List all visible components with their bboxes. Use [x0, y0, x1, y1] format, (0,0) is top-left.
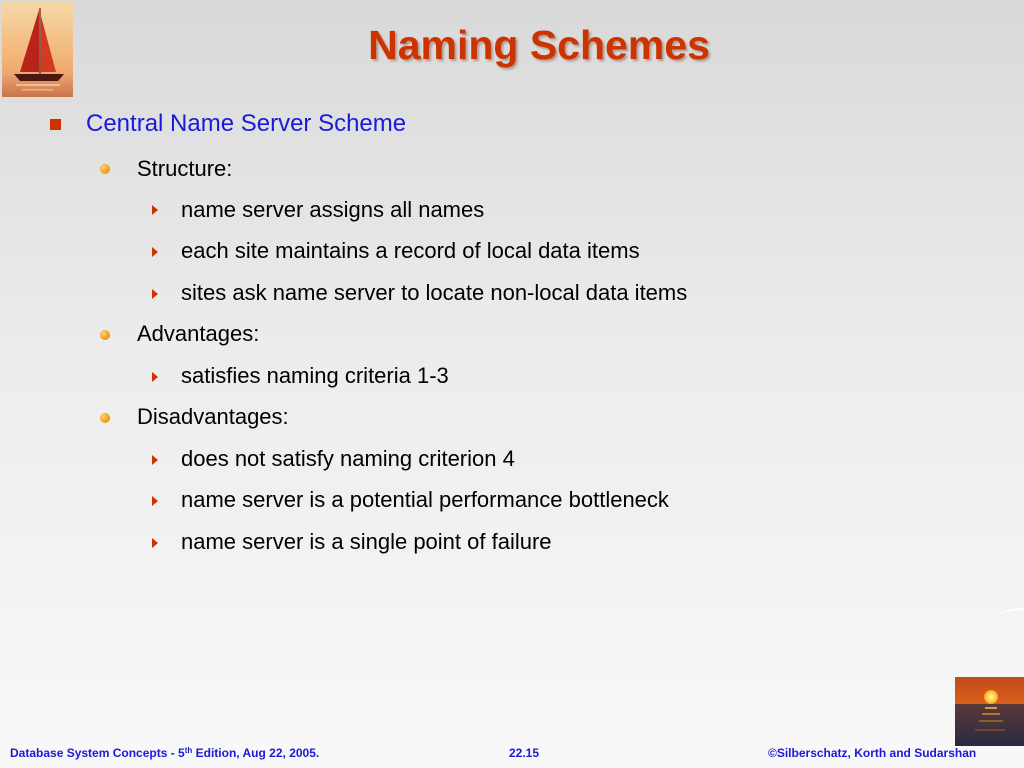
list-item: name server assigns all names [181, 197, 485, 222]
sunset-image [955, 677, 1024, 746]
list-item: satisfies naming criteria 1-3 [181, 363, 449, 388]
heading-central-name-server: Central Name Server Scheme [86, 110, 407, 137]
dot-bullet-icon [100, 330, 110, 340]
section-label-disadvantages: Disadvantages: [137, 404, 289, 429]
section-label-advantages: Advantages: [137, 321, 260, 346]
list-item: sites ask name server to locate non-local data items [181, 280, 688, 305]
triangle-bullet-icon [152, 289, 158, 299]
triangle-bullet-icon [152, 247, 158, 257]
list-item: name server is a single point of failure [181, 529, 552, 554]
swoosh-decoration-icon [996, 606, 1024, 616]
triangle-bullet-icon [152, 372, 158, 382]
footer-book-suffix: Edition, Aug 22, 2005. [192, 746, 320, 760]
footer-page-number: 22.15 [509, 746, 540, 760]
slide-title: Naming Schemes [368, 22, 710, 68]
list-item: name server is a potential performance bottleneck [181, 487, 669, 512]
footer-book-prefix: Database System Concepts - 5 [10, 746, 185, 760]
section-label-structure: Structure: [137, 156, 233, 181]
footer-book-sup: th [184, 746, 193, 755]
square-bullet-icon [50, 119, 61, 130]
dot-bullet-icon [100, 413, 110, 423]
footer-copyright: ©Silberschatz, Korth and Sudarshan [768, 746, 977, 760]
triangle-bullet-icon [152, 538, 158, 548]
list-item: does not satisfy naming criterion 4 [181, 446, 515, 471]
footer-book-title [10, 746, 319, 760]
triangle-bullet-icon [152, 496, 158, 506]
dot-bullet-icon [100, 164, 110, 174]
triangle-bullet-icon [152, 205, 158, 215]
list-item: each site maintains a record of local data items [181, 238, 640, 263]
triangle-bullet-icon [152, 455, 158, 465]
